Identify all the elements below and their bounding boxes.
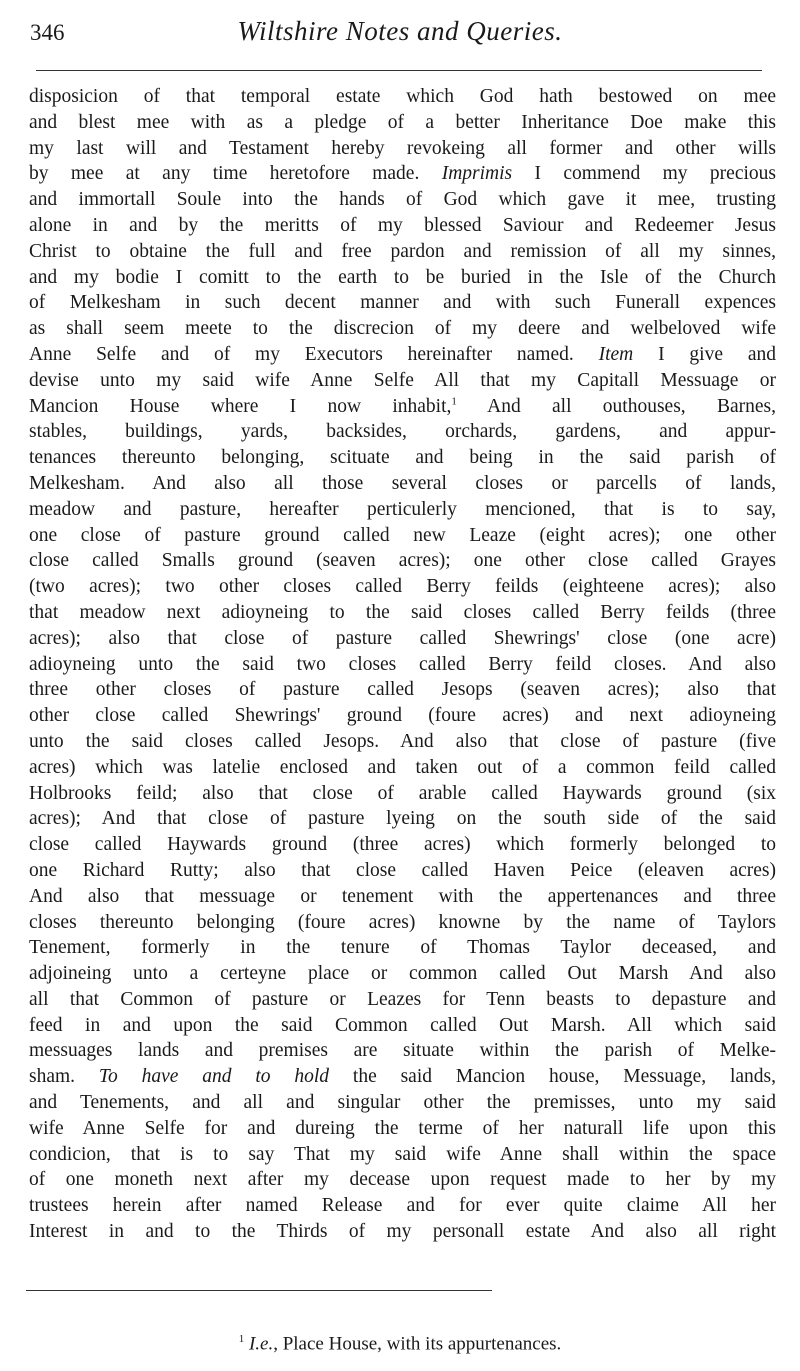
text-segment: and Tenements, and all and singular other the premisses, unto my said <box>29 1092 776 1114</box>
text-line <box>29 548 776 574</box>
text-line <box>29 600 776 626</box>
footnote-marker: 1 <box>238 1333 245 1345</box>
text-segment: of one moneth next after my decease upon request made to her by my <box>29 1169 776 1191</box>
text-segment: three other closes of pasture called Jesops (seaven acres); also that <box>29 679 776 701</box>
text-segment: And also that messuage or tenement with the appertenances and three <box>29 885 776 907</box>
text-segment: Mancion House where I now inhabit, <box>29 395 452 417</box>
header-rule <box>36 70 762 71</box>
text-segment: trustees herein after named Release and for ever quite claime All her <box>29 1195 776 1217</box>
text-segment: meadow and pasture, hereafter perticulerly mencioned, that is to say, <box>29 498 776 520</box>
text-segment: devise unto my said wife Anne Selfe All that my Capitall Messuage or <box>29 369 776 391</box>
text-segment: one Richard Rutty; also that close called Haven Peice (eleaven acres) <box>29 859 776 881</box>
text-segment: (two acres); two other closes called Berry feilds (eighteene acres); also <box>29 576 776 598</box>
text-segment: Holbrooks feild; also that close of arable called Haywards ground (six <box>29 782 776 804</box>
text-line <box>29 342 776 368</box>
text-segment: and blest mee with as a pledge of a better Inheritance Doe make this <box>29 111 776 133</box>
text-segment: I give and <box>633 343 776 365</box>
text-line <box>29 523 776 549</box>
text-line <box>29 265 776 291</box>
text-segment: by mee at any time heretofore made. <box>29 163 442 185</box>
text-line <box>29 394 776 420</box>
text-segment: alone in and by the meritts of my blessed Saviour and Redeemer Jesus <box>29 214 776 236</box>
text-segment: disposicion of that temporal estate which God hath bestowed on mee <box>29 86 776 107</box>
text-line <box>29 1090 776 1116</box>
text-line <box>29 1013 776 1039</box>
text-segment: stables, buildings, yards, backsides, orchards, gardens, and appur- <box>29 421 776 443</box>
text-segment: sham. <box>29 1066 99 1088</box>
text-segment: as shall seem meete to the discrecion of my deere and welbeloved wife <box>29 318 776 340</box>
text-line <box>29 1116 776 1142</box>
text-line <box>29 187 776 213</box>
text-segment: that meadow next adioyneing to the said closes called Berry feilds (three <box>29 601 776 623</box>
text-line <box>29 652 776 678</box>
text-line <box>29 1193 776 1219</box>
text-segment: and immortall Soule into the hands of God which gave it mee, trusting <box>29 189 776 211</box>
text-segment: close called Smalls ground (seaven acres); one other close called Grayes <box>29 550 776 572</box>
text-segment: the said Mancion house, Messuage, lands, <box>329 1066 777 1088</box>
text-segment: acres) which was latelie enclosed and taken out of a common feild called <box>29 756 776 778</box>
text-segment: all that Common of pasture or Leazes for Tenn beasts to depasture and <box>29 988 776 1010</box>
text-line <box>29 626 776 652</box>
footnote-reference: 1 <box>451 395 457 408</box>
footnote-text: , Place House, with its appurtenances. <box>273 1333 562 1355</box>
text-segment: unto the said closes called Jesops. And also that close of pasture (five <box>29 730 776 752</box>
text-line <box>29 419 776 445</box>
text-segment: adioyneing unto the said two closes called Berry feild closes. And also <box>29 653 776 675</box>
text-line <box>29 574 776 600</box>
text-line <box>29 445 776 471</box>
text-line <box>29 497 776 523</box>
text-segment: wife Anne Selfe for and dureing the terme of her naturall life upon this <box>29 1117 776 1139</box>
text-line <box>29 136 776 162</box>
footnote-abbrev: I.e. <box>248 1333 274 1355</box>
text-segment: closes thereunto belonging (foure acres) knowne by the name of Taylors <box>29 911 776 933</box>
text-line <box>29 781 776 807</box>
text-segment: Anne Selfe and of my Executors hereinafter named. <box>29 343 599 365</box>
text-line <box>29 858 776 884</box>
text-line <box>29 729 776 755</box>
text-segment: And all outhouses, Barnes, <box>456 395 776 417</box>
text-segment: Interest in and to the Thirds of my personall estate And also all right <box>29 1221 776 1243</box>
text-line <box>29 910 776 936</box>
text-line <box>29 1038 776 1064</box>
text-line <box>29 161 776 187</box>
text-segment: one close of pasture ground called new Leaze (eight acres); one other <box>29 524 776 546</box>
text-segment: of Melkesham in such decent manner and with such Funerall expences <box>29 292 776 314</box>
text-segment: adjoineing unto a certeyne place or common called Out Marsh And also <box>29 963 776 985</box>
text-segment: close called Haywards ground (three acres) which formerly belonged to <box>29 834 776 856</box>
italic-phrase: To have and to hold <box>98 1066 330 1088</box>
text-line <box>29 1064 776 1090</box>
text-line <box>29 316 776 342</box>
text-line <box>29 755 776 781</box>
italic-phrase: Item <box>598 343 634 365</box>
text-line <box>29 987 776 1013</box>
body-text <box>29 84 776 1245</box>
text-segment: other close called Shewrings' ground (foure acres) and next adioyneing <box>29 705 776 727</box>
text-line <box>29 471 776 497</box>
page-number: 346 <box>30 20 65 45</box>
text-line <box>29 884 776 910</box>
text-line <box>29 368 776 394</box>
text-segment: acres); And that close of pasture lyeing on the south side of the said <box>29 808 776 830</box>
text-segment: condicion, that is to say That my said wife Anne shall within the space <box>29 1143 776 1165</box>
text-line <box>29 213 776 239</box>
text-line <box>29 703 776 729</box>
text-segment: feed in and upon the said Common called Out Marsh. All which said <box>29 1014 776 1036</box>
text-segment: my last will and Testament hereby revokeing all former and other wills <box>29 137 776 159</box>
text-segment: and my bodie I comitt to the earth to be buried in the Isle of the Church <box>29 266 776 288</box>
text-line <box>29 1167 776 1193</box>
text-line <box>29 290 776 316</box>
text-segment: I commend my precious <box>512 163 776 185</box>
text-line <box>29 677 776 703</box>
italic-phrase: Imprimis <box>441 163 513 185</box>
text-line <box>29 1219 776 1245</box>
running-title: Wiltshire Notes and Queries. <box>237 16 563 46</box>
text-segment: Christ to obtaine the full and free pardon and remission of all my sinnes, <box>29 240 776 262</box>
text-segment: Tenement, formerly in the tenure of Thomas Taylor deceased, and <box>29 937 776 959</box>
text-line <box>29 961 776 987</box>
text-line <box>29 935 776 961</box>
text-segment: Melkesham. And also all those several closes or parcells of lands, <box>29 472 776 494</box>
text-line <box>29 84 776 110</box>
text-line <box>29 806 776 832</box>
footnote-rule <box>26 1290 492 1291</box>
text-segment: acres); also that close of pasture called Shewrings' close (one acre) <box>29 627 776 649</box>
text-line <box>29 832 776 858</box>
text-segment: tenances thereunto belonging, scituate and being in the said parish of <box>29 447 776 469</box>
text-line <box>29 239 776 265</box>
text-line <box>29 1142 776 1168</box>
text-segment: messuages lands and premises are situate within the parish of Melke- <box>29 1040 776 1062</box>
text-line <box>29 110 776 136</box>
footnote <box>0 1333 800 1355</box>
